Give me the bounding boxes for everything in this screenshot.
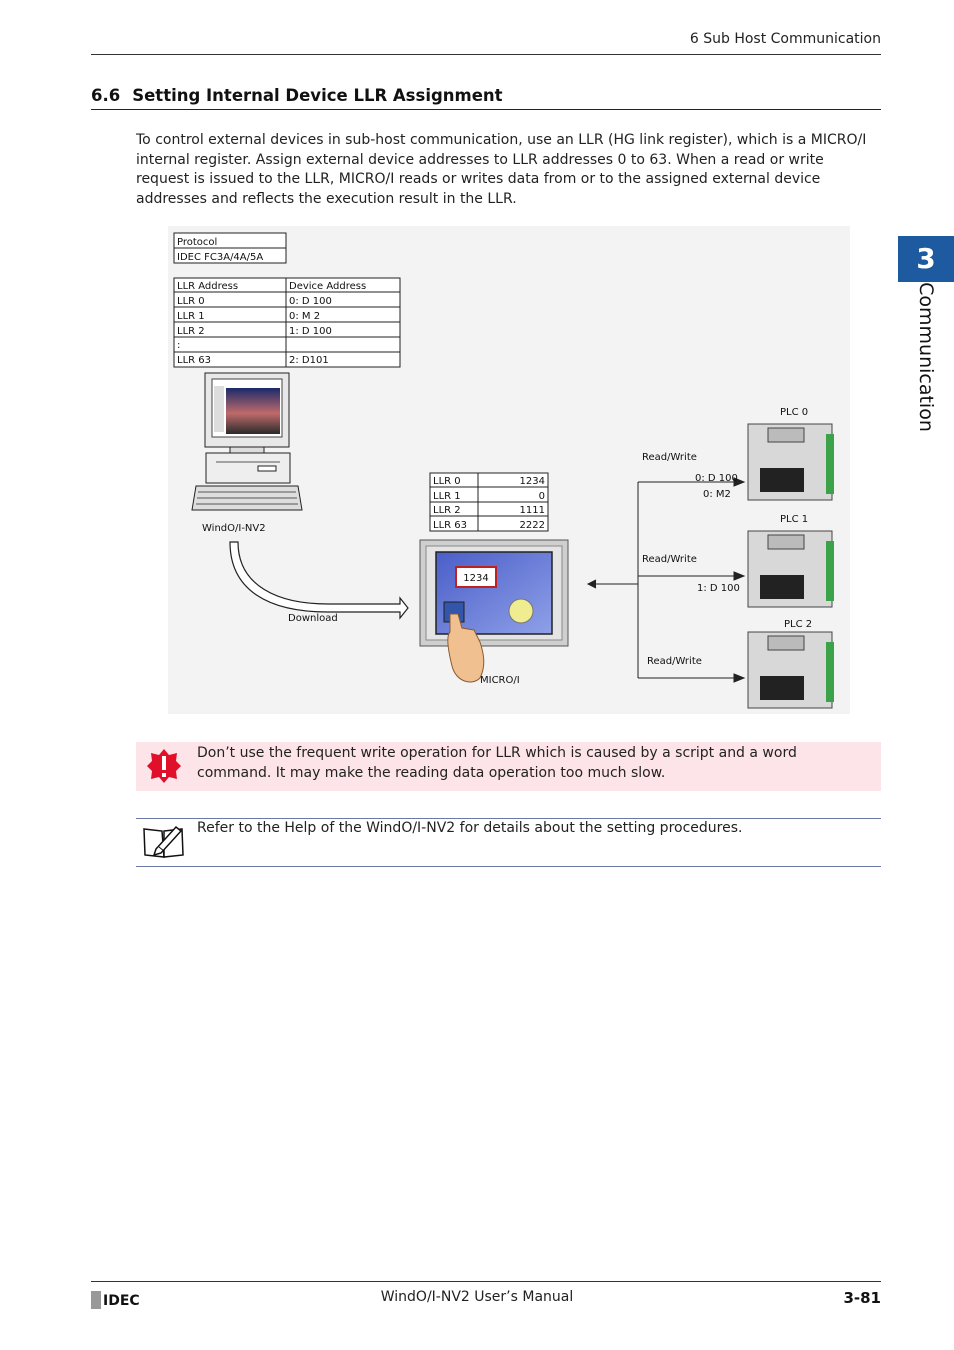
assign-header-llr: LLR Address	[177, 281, 239, 292]
download-arrow	[230, 542, 408, 624]
protocol-table	[174, 233, 286, 263]
chapter-tab-label	[898, 282, 954, 445]
plc2-name: PLC 2	[784, 619, 813, 630]
value-cell: 1234	[519, 476, 545, 487]
assign-cell: 0: D 100	[289, 296, 332, 307]
pc-label: WindO/I-NV2	[202, 523, 266, 534]
assign-cell: :	[177, 340, 181, 351]
section-heading	[91, 86, 503, 105]
assign-cell: 0: M 2	[289, 311, 321, 322]
header-rule	[91, 54, 881, 55]
idec-logo-text: IDEC	[103, 1293, 140, 1309]
assign-cell: LLR 1	[177, 311, 205, 322]
assign-cell: LLR 0	[177, 296, 205, 307]
section-title: Setting Internal Device LLR Assignment	[132, 86, 503, 105]
plc2-device	[748, 619, 834, 708]
pc-illustration	[192, 373, 302, 534]
value-cell: LLR 63	[433, 520, 467, 531]
chapter-tab-text: Communication	[915, 282, 937, 432]
chapter-tab-number: 3	[898, 236, 954, 282]
plc2-rw-label: Read/Write	[647, 656, 702, 667]
footer-rule	[91, 1281, 881, 1282]
value-cell: LLR 2	[433, 505, 461, 516]
llr-value-table	[430, 473, 548, 531]
section-rule	[91, 109, 881, 110]
plc0-addr2: 0: M2	[703, 489, 731, 500]
note-rule-bottom	[136, 866, 881, 867]
warning-icon	[146, 748, 182, 784]
plc0-name: PLC 0	[780, 407, 809, 418]
value-cell: 1111	[519, 505, 545, 516]
plc0-rw-label: Read/Write	[642, 452, 697, 463]
assign-cell: 2: D101	[289, 355, 329, 366]
plc0-addr1: 0: D 100	[695, 473, 738, 484]
micro-label: MICRO/I	[480, 675, 520, 686]
value-cell: LLR 0	[433, 476, 461, 487]
assign-cell: LLR 63	[177, 355, 211, 366]
micro-i-panel	[420, 540, 568, 686]
download-label: Download	[288, 613, 338, 624]
value-cell: 2222	[519, 520, 545, 531]
note-pencil-icon	[142, 823, 186, 859]
protocol-value: IDEC FC3A/4A/5A	[177, 252, 264, 263]
warning-text: Don’t use the frequent write operation for LLR which is caused by a script and a word command. It may make the reading data operation too much slow.	[197, 745, 797, 781]
plc1-name: PLC 1	[780, 514, 809, 525]
plc0-device	[748, 407, 834, 500]
value-cell: LLR 1	[433, 491, 461, 502]
footer-title: WindO/I-NV2 User’s Manual	[380, 1289, 574, 1305]
running-header: 6 Sub Host Communication	[689, 31, 881, 47]
page-number: 3-81	[843, 1289, 881, 1307]
plc1-addr1: 1: D 100	[697, 583, 740, 594]
value-cell: 0	[538, 491, 545, 502]
note-rule-top	[136, 818, 881, 819]
assign-cell: LLR 2	[177, 326, 205, 337]
section-number: 6.6	[91, 86, 121, 105]
note-text: Refer to the Help of the WindO/I-NV2 for details about the setting procedures.	[197, 820, 743, 836]
plc1-device	[748, 514, 834, 607]
communication-lines	[588, 478, 744, 682]
assign-cell: 1: D 100	[289, 326, 332, 337]
plc1-rw-label: Read/Write	[642, 554, 697, 565]
llr-assignment-figure	[168, 226, 850, 714]
assignment-table	[174, 278, 400, 367]
screen-value: 1234	[463, 573, 489, 584]
body-paragraph: To control external devices in sub-host communication, use an LLR (HG link register), which is a MICRO/I internal register. Assign external device addresses to LLR addresses 0 to 63. When a read or write request is issued to the LLR, MICRO/I reads or writes data from or to the assigned external device addresses and reflects the execution result in the LLR.	[136, 132, 867, 207]
protocol-label: Protocol	[177, 237, 218, 248]
assign-header-device: Device Address	[289, 281, 367, 292]
